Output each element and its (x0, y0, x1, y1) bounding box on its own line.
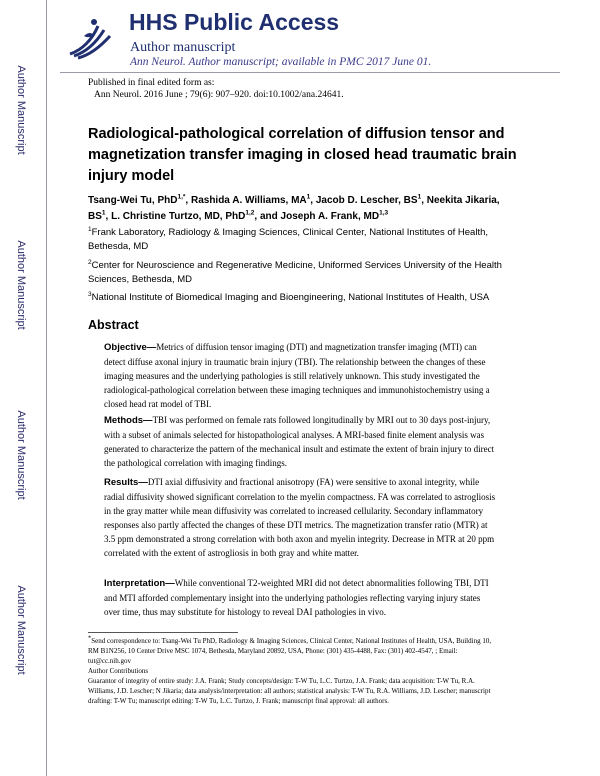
sidebar-label-4: Author Manuscript (15, 585, 27, 675)
margin-divider (46, 0, 47, 776)
footnote-rule (88, 632, 238, 633)
hhs-eagle-logo-icon (64, 10, 116, 64)
affiliation-3: $^3$National Institute of Biomedical Imaging and Bioengineering, National Institutes of Health, USA (88, 290, 490, 303)
sidebar-label-2: Author Manuscript (15, 240, 27, 330)
objective-paragraph: Objective—Metrics of diffusion tensor imaging (DTI) and magnetization transfer imaging (MTI) can detect diffuse axonal injury in traumatic brain injury (TBI). The relationship between the changes of these imaging measures and the underlying pathologies is still relatively unknown. This study investigated the radiological-pathological correlation between these imaging techniques and immunohistochemistry using a closed head rat model of TBI. (104, 342, 490, 409)
header-rule (60, 72, 560, 73)
hhs-public-access-title: HHS Public Access (129, 9, 340, 35)
article-title: Radiological-pathological correlation of diffusion tensor and magnetization transfer imaging in closed head traumatic brain injury model (88, 126, 517, 184)
interpretation-paragraph: Interpretation—While conventional T2-weighted MRI did not detect abnormalities following TBI, DTI and MTI afforded complementary insight into the underlying pathologies reflecting varying injury states over time, thus may substitute for histology to reveal DAI pathologies in vivo. (104, 578, 489, 617)
results-paragraph: Results—DTI axial diffusivity and fractional anisotropy (FA) were sensitive to axonal integrity, while radial diffusivity showed significant correlation to the myelin compactness. FA was correlated to astrogliosis in the gray matter while mean diffusivity was correlated to increased cellularity. Secondary inflammatory responses also partly affected the changes of these DTI metrics. The magnetization transfer ratio (MTR) at 3.5 ppm demonstrated a strong correlation with both axon and myelin integrity. Decrease in MTR at 20 ppm correlated with the extent of astrogliosis in both gray and white matter. (104, 477, 496, 558)
affiliation-2: $^2$Center for Neuroscience and Regenerative Medicine, Uniformed Services University of the Health Sciences, Bethesda, MD (88, 258, 502, 285)
abstract-heading: Abstract (88, 318, 139, 332)
sidebar-label-3: Author Manuscript (15, 410, 27, 500)
publication-info: Published in final edited form as: Ann Neurol. 2016 June ; 79(6): 907–920. doi:10.1002/ana.24641. (88, 78, 344, 100)
sidebar-label-1: Author Manuscript (15, 65, 27, 155)
affiliation-1: $^1$Frank Laboratory, Radiology & Imaging Sciences, Clinical Center, National Institutes of Health, Bethesda, MD (88, 225, 489, 252)
pmc-availability-line: Ann Neurol. Author manuscript; available in PMC 2017 June 01. (130, 56, 432, 68)
author-manuscript-label: Author manuscript (130, 40, 236, 55)
methods-paragraph: Methods—TBI was performed on female rats followed longitudinally by MRI out to 30 days post-injury, with a subset of animals selected for histopathological analyses. A MRI-based finite element analysis was generated to characterize the pattern of the mechanical insult and estimate the extent of brain injury to direct the pathological correlation with imaging findings. (104, 415, 495, 468)
footnotes: *Send correspondence to: Tsang-Wei Tu PhD, Radiology & Imaging Sciences, Clinical Center, National Institutes of Health, USA, Building 10, RM B1N256, 10 Center Drive MSC 1074, Bethesda, Maryland 20892, USA, Phone: (301) 435-4488, Fax: (301) 402-4547, ; Email: tut@cc.nih.gov Author Contributions Guarantor of integrity of entire study: J.A. Frank; Study concepts/design: T-W Tu, L.C. Turtzo, J.A. Frank; data acquisition: T-W Tu, R.A. Williams, J.D. Lescher; N Jikaria; data analysis/interpretation: all authors; statistical analysis: T-W Tu, R.A. Williams, J.D. Lescher; manuscript drafting: T-W Tu; manuscript editing: T-W Tu, L.C. Turtzo, J. Frank; manuscript final approval: all authors. (88, 634, 492, 705)
author-list: Tsang-Wei Tu, PhD$^{1,*}$, Rashida A. Williams, $MA^1$, Jacob D. Lescher, $BS^1$, Neekita Jikaria, $BS^1$, L. Christine Turtzo, MD, PhD$^{1,2}$, and Joseph A. Frank, MD$^{1,3}$ (88, 193, 500, 222)
